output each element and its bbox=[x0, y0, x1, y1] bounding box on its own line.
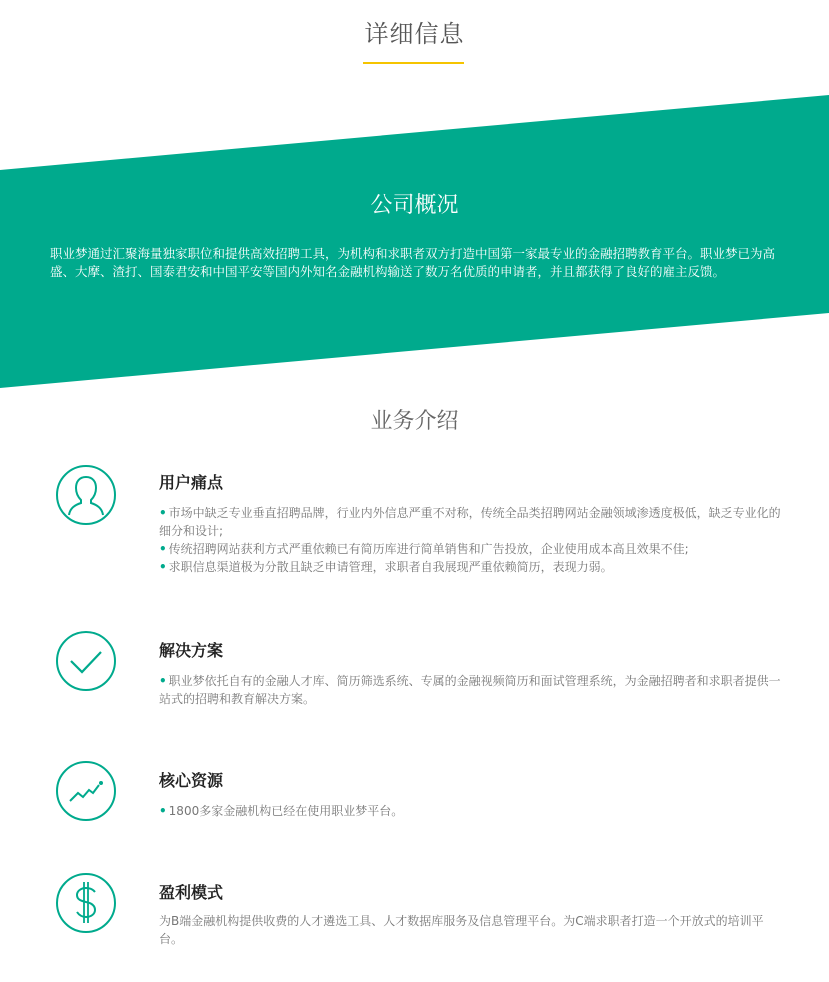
biz-title: 解决方案 bbox=[159, 641, 224, 660]
biz-line: • 1800多家金融机构已经在使用职业梦平台。 bbox=[159, 804, 404, 818]
overview-text: 职业梦通过汇聚海量独家职位和提供高效招聘工具，为机构和求职者双方打造中国第一家最专业的金融招聘教育平台。职业梦已为高盛、大摩、渣打、国泰君安和中国平安等国内外知名金融机构输送了数万名优质的申请者，并且都获得了良好的雇主反馈。 bbox=[50, 246, 776, 279]
overview-heading: 公司概况 bbox=[370, 193, 459, 218]
title-underline bbox=[363, 62, 464, 64]
biz-title: 盈利模式 bbox=[159, 883, 224, 902]
page-title: 详细信息 bbox=[364, 20, 465, 48]
checkmark-icon bbox=[55, 630, 117, 692]
business-heading: 业务介绍 bbox=[370, 409, 459, 434]
biz-title: 用户痛点 bbox=[159, 473, 224, 492]
biz-line: • 职业梦依托自有的金融人才库、简历筛选系统、专属的金融视频简历和面试管理系统，为金融招聘者和求职者提供一站式的招聘和教育解决方案。 bbox=[159, 674, 781, 706]
dollar-icon bbox=[55, 872, 117, 934]
trend-chart-icon bbox=[55, 760, 117, 822]
biz-line: • 市场中缺乏专业垂直招聘品牌，行业内外信息严重不对称，传统全品类招聘网站金融领域渗透度极低，缺乏专业化的细分和设计; bbox=[159, 506, 781, 538]
biz-line: • 求职信息渠道极为分散且缺乏申请管理，求职者自我展现严重依赖简历，表现力弱。 bbox=[159, 560, 613, 574]
biz-title: 核心资源 bbox=[159, 771, 224, 790]
biz-line: 为B端金融机构提供收费的人才遴选工具、人才数据库服务及信息管理平台。为C端求职者打造一个开放式的培训平台。 bbox=[159, 914, 764, 946]
user-icon bbox=[55, 464, 117, 526]
biz-line: • 传统招聘网站获利方式严重依赖已有简历库进行简单销售和广告投放，企业使用成本高且效果不佳; bbox=[159, 542, 689, 556]
